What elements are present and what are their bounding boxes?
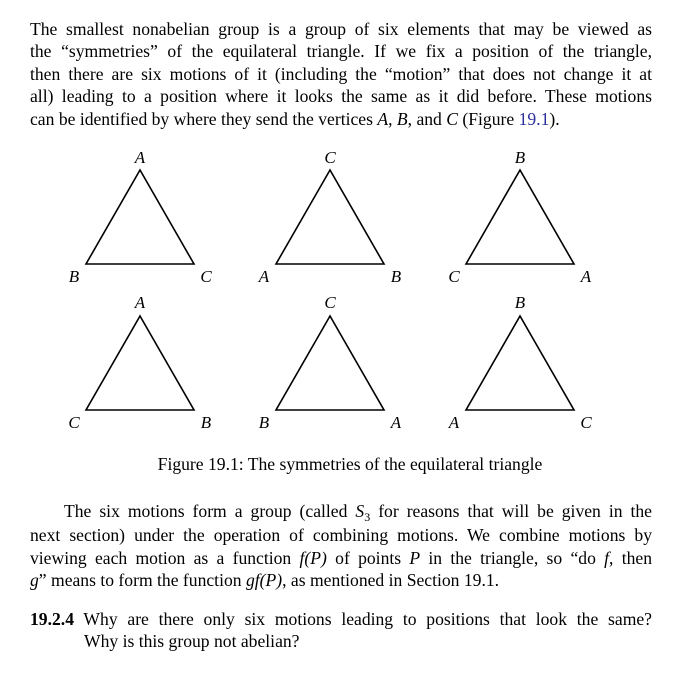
vertex-label-top: A — [134, 293, 146, 312]
vertex-label-right: B — [200, 413, 212, 432]
vertex-label-top: B — [514, 293, 526, 312]
triangle-outline — [276, 170, 384, 264]
vertex-c-label: C — [446, 108, 458, 129]
triangle-6 — [448, 293, 593, 432]
triangle-1 — [69, 148, 213, 286]
vertex-label-right: A — [580, 267, 592, 286]
vertex-label-top: A — [134, 148, 146, 167]
triangle-outline — [86, 316, 194, 410]
intro-line-3: then there are six motions of it (including the “motion” that does not change it at — [30, 63, 652, 84]
triangle-outline — [466, 170, 574, 264]
group-line-2: next section) under the operation of combining motions. We combine motions by — [30, 525, 652, 546]
vertex-label-right: C — [200, 267, 212, 286]
intro-line-1: The smallest nonabelian group is a group of six elements that may be viewed as — [30, 19, 652, 39]
vertex-label-left: A — [448, 413, 460, 432]
exercise-line-1: 19.2.4 Why are there only six motions leading to positions that look the same? — [30, 609, 652, 629]
triangle-outline — [276, 316, 384, 410]
vertex-label-right: C — [580, 413, 592, 432]
vertex-label-right: A — [390, 413, 402, 432]
intro-line-4: all) leading to a position where it looks the same as it did before. These motions — [30, 86, 652, 107]
intro-line-5: can be identified by where they send the vertices A, B, and C (Figure 19.1). — [30, 108, 560, 129]
vertex-label-top: B — [514, 148, 526, 167]
vertex-label-top: C — [324, 148, 336, 167]
exercise-block — [30, 608, 652, 653]
vertex-label-left: C — [448, 267, 460, 286]
triangle-2 — [258, 148, 402, 286]
figure-ref-link[interactable]: 19.1 — [518, 108, 550, 129]
group-line-4: g” means to form the function gf(P), as mentioned in Section 19.1. — [30, 570, 500, 591]
vertex-label-right: B — [390, 267, 402, 286]
vertex-label-left: B — [258, 413, 270, 432]
triangle-4 — [68, 293, 211, 432]
triangle-5 — [259, 293, 402, 432]
exercise-line-2: Why is this group not abelian? — [84, 631, 300, 652]
vertex-b-label: B — [396, 108, 408, 129]
triangle-outline — [86, 170, 194, 264]
vertex-label-top: C — [324, 293, 336, 312]
group-paragraph — [30, 500, 652, 592]
group-line-3: viewing each motion as a function f(P) of points P in the triangle, so “do f, then — [30, 547, 652, 568]
vertex-a-label: A — [377, 108, 389, 129]
group-line-1: The six motions form a group (called $S_3$ for reasons that will be given in the — [64, 501, 652, 524]
intro-line-2: the “symmetries” of the equilateral triangle. If we fix a position of the triangle, — [30, 41, 652, 62]
vertex-label-left: C — [68, 413, 80, 432]
triangle-outline — [466, 316, 574, 410]
exercise-number: 19.2.4 — [30, 609, 74, 629]
vertex-label-left: B — [68, 267, 80, 286]
figure-caption: Figure 19.1: The symmetries of the equilateral triangle — [157, 454, 543, 474]
triangle-3 — [448, 148, 591, 286]
vertex-label-left: A — [258, 267, 270, 286]
